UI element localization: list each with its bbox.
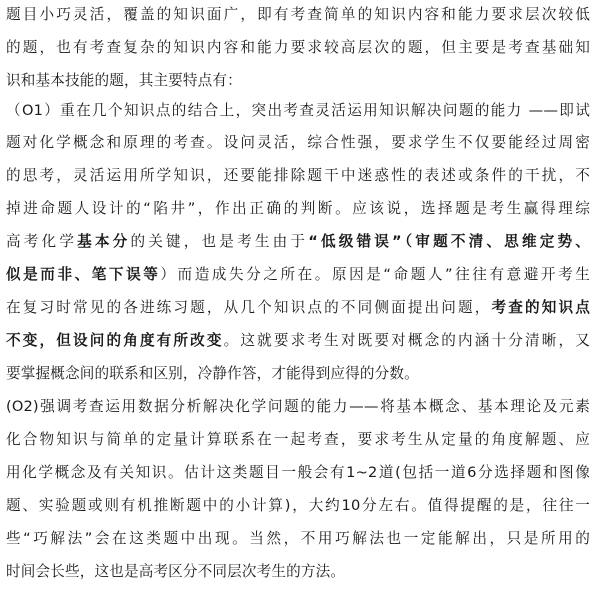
text-line xyxy=(6,491,590,521)
text-segment: 掉进命题人设计的“陷井”，作出正确的判断。应该说，选择题是考生赢得理综 xyxy=(6,200,590,217)
text-line xyxy=(6,557,590,587)
text-segment: 。这就要求考生对既要对概念的内涵十分清晰，又 xyxy=(223,332,590,349)
text-line xyxy=(6,96,590,126)
bold-text-segment: “低级错误”（审题不清、思维定势、 xyxy=(308,233,591,250)
text-segment: 在复习时常见的各进练习题，从几个知识点的不同侧面提出问题， xyxy=(6,299,492,316)
text-segment: （O1）重在几个知识点的结合上，突出考查灵活运用知识解决问题的能力 ——即试 xyxy=(6,102,590,119)
bold-text-segment: 考查的知识点 xyxy=(491,299,590,316)
text-segment: 时间会长些，这也是高考区分不同层次考生的方法。 xyxy=(6,563,346,580)
text-segment: 的思考，灵活运用所学知识，还要能排除题干中迷惑性的表述或条件的干扰，不 xyxy=(6,167,590,184)
text-segment: ）而造成失分之所在。原因是“命题人”往往有意避开考生 xyxy=(160,266,590,283)
text-line xyxy=(6,392,590,422)
text-line xyxy=(6,524,590,554)
text-line xyxy=(6,425,590,455)
text-line xyxy=(6,359,590,389)
text-line xyxy=(6,194,590,224)
text-segment: 化合物知识与简单的定量计算联系在一起考查，要求考生从定量的角度解题、应 xyxy=(6,431,590,448)
bold-text-segment: 基本分 xyxy=(77,233,131,250)
document-page xyxy=(6,0,590,591)
text-segment: 题、实验题或则有机推断题中的小计算)，大约10分左右。值得提醒的是，往往一 xyxy=(6,497,590,514)
bold-text-segment: 似是而非、笔下误等 xyxy=(6,266,161,283)
text-line xyxy=(6,227,590,257)
text-segment: (O2)强调考查运用数据分析解决化学问题的能力——将基本概念、基本理论及元素 xyxy=(6,398,590,415)
text-line xyxy=(6,161,590,191)
text-line xyxy=(6,260,590,290)
text-line xyxy=(6,0,590,30)
text-segment: 高考化学 xyxy=(6,233,78,250)
text-line xyxy=(6,458,590,488)
text-line xyxy=(6,128,590,158)
text-segment: 的题，也有考查复杂的知识内容和能力要求较高层次的题，但主要是考查基础知 xyxy=(6,39,590,56)
text-line xyxy=(6,33,590,63)
text-line xyxy=(6,326,590,356)
text-segment: 用化学概念及有关知识。估计这类题目一般会有1~2道(包括一道6分选择题和图像 xyxy=(6,464,590,481)
text-line xyxy=(6,66,590,96)
text-segment: 题对化学概念和原理的考查。设问灵活，综合性强，要求学生不仅要能经过周密 xyxy=(6,134,590,151)
text-segment: 题目小巧灵活，覆盖的知识面广，即有考查简单的知识内容和能力要求层次较低 xyxy=(6,6,590,23)
text-segment: 的关键，也是考生由于 xyxy=(130,233,309,250)
text-segment: 识和基本技能的题，其主要特点有： xyxy=(6,72,242,89)
text-segment: 要掌握概念间的联系和区别，冷静作答，才能得到应得的分数。 xyxy=(6,365,419,382)
bold-text-segment: 不变，但设问的角度有所改变 xyxy=(6,332,224,349)
text-line xyxy=(6,293,590,323)
text-segment: 些“巧解法”会在这类题中出现。当然，不用巧解法也一定能解出，只是所用的 xyxy=(6,530,590,547)
